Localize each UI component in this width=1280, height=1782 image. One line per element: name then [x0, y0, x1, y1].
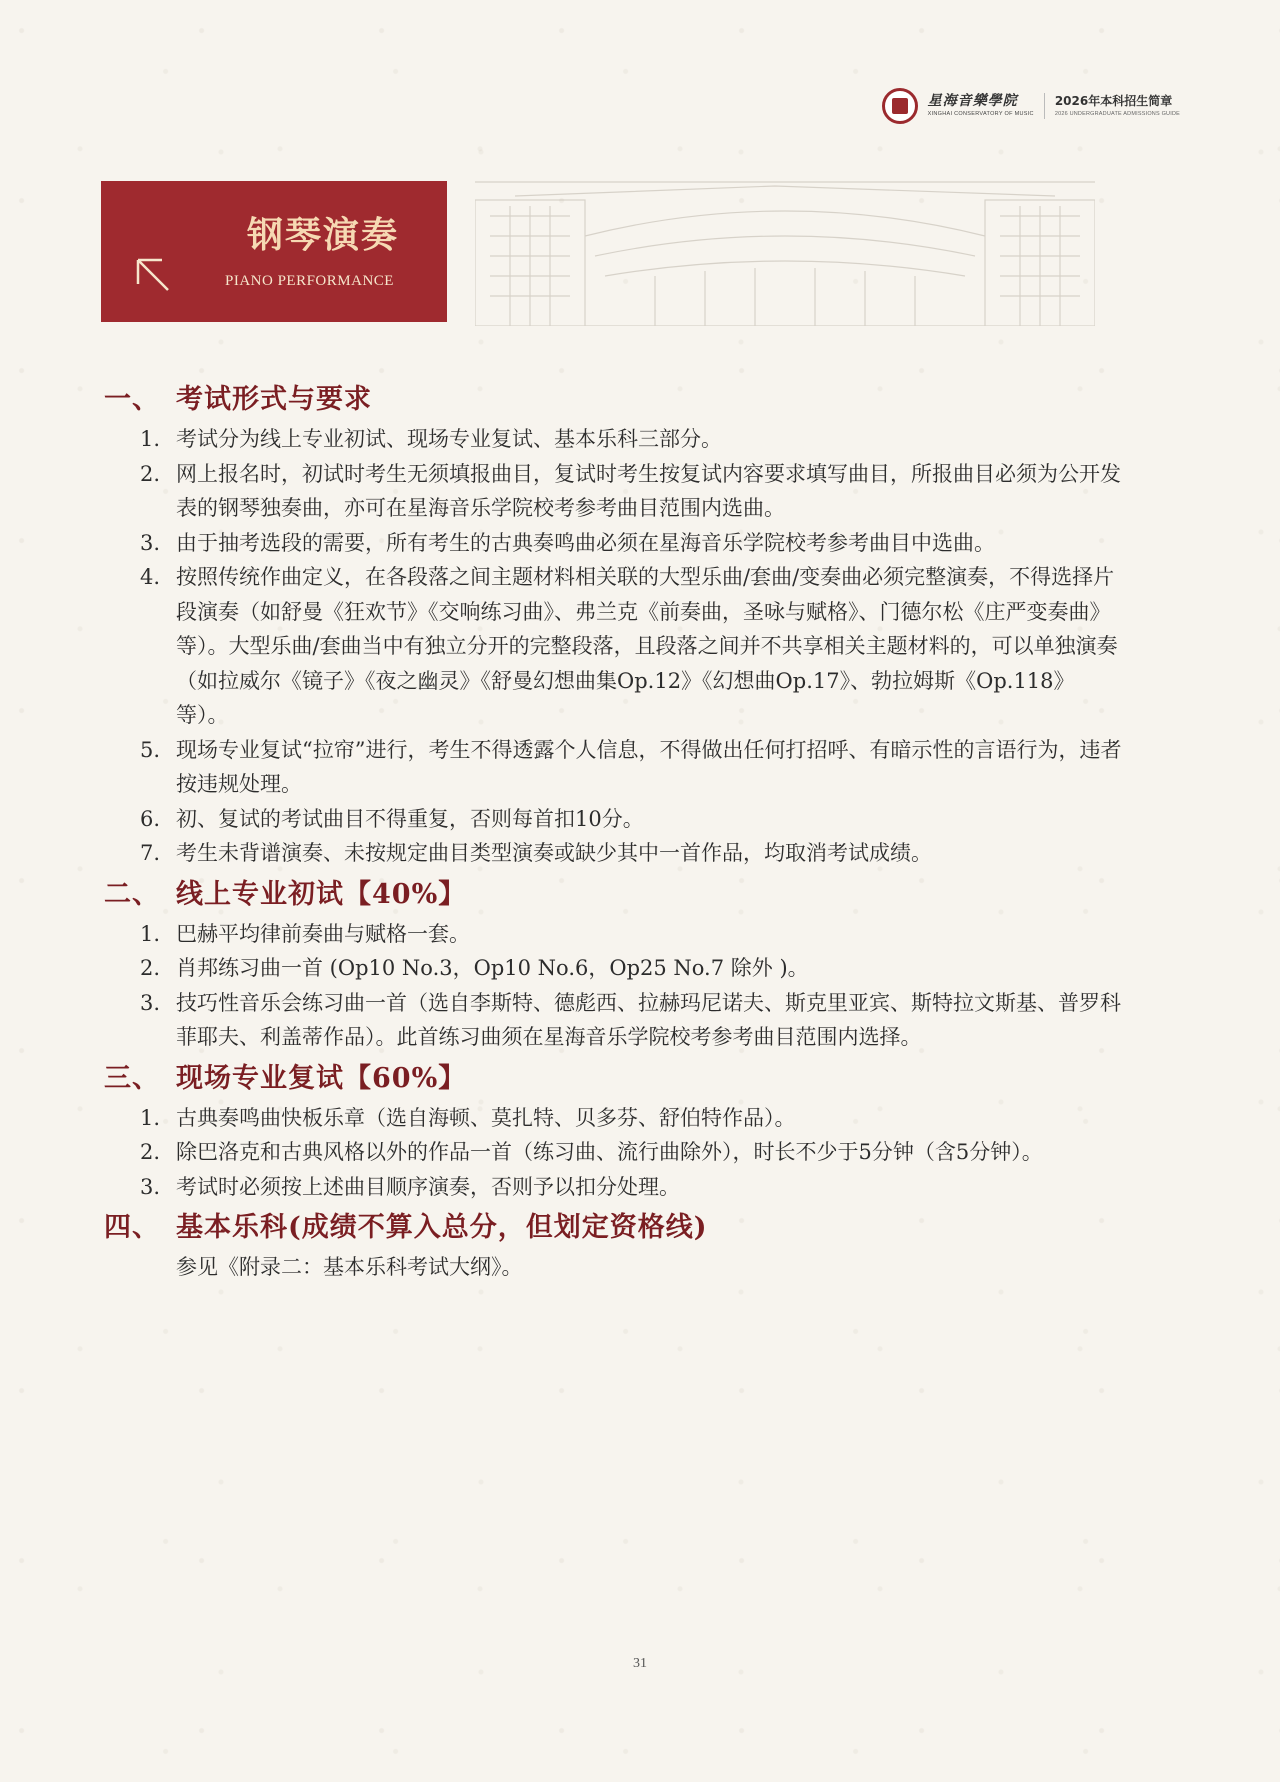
item-text: 现场专业复试“拉帘”进行，考生不得透露个人信息，不得做出任何打招呼、有暗示性的言语行为，违者按违规处理。 — [176, 737, 1122, 796]
item-number: 3. — [140, 530, 161, 555]
item-text: 古典奏鸣曲快板乐章（选自海顿、莫扎特、贝多芬、舒伯特作品）。 — [176, 1105, 796, 1130]
item-text: 技巧性音乐会练习曲一首（选自李斯特、德彪西、拉赫玛尼诺夫、斯克里亚宾、斯特拉文斯基、普罗科菲耶夫、利盖蒂作品）。此首练习曲须在星海音乐学院校考参考曲目范围内选择。 — [176, 990, 1121, 1049]
item-number: 4. — [140, 565, 161, 589]
arrow-up-left-icon — [132, 254, 172, 294]
school-logo-text — [928, 94, 1034, 118]
list-item — [104, 560, 1124, 733]
item-number: 2. — [140, 1140, 161, 1164]
section-basic-music — [104, 1206, 1124, 1285]
list-item — [104, 1135, 1124, 1170]
section-title: 基本乐科(成绩不算入总分，但划定资格线) — [176, 1212, 708, 1243]
item-text: 除巴洛克和古典风格以外的作品一首（练习曲、流行曲除外），时长不少于5分钟（含5分钟）。 — [176, 1140, 1043, 1164]
section-onsite-final — [104, 1057, 1124, 1205]
section-heading — [104, 1057, 1124, 1101]
item-text: 考生未背谱演奏、未按规定曲目类型演奏或缺少其中一首作品，均取消考试成绩。 — [176, 841, 932, 865]
guide-title-en: 2026 UNDERGRADUATE ADMISSIONS GUIDE — [1054, 110, 1180, 117]
item-text: 网上报名时，初试时考生无须填报曲目，复试时考生按复试内容要求填写曲目，所报曲目必须为公开发表的钢琴独奏曲，亦可在星海音乐学院校考参考曲目范围内选曲。 — [176, 461, 1121, 520]
list-item — [104, 951, 1124, 986]
item-number: 3. — [140, 990, 161, 1015]
list-item — [104, 422, 1124, 457]
page-title: 钢琴演奏 — [247, 214, 400, 256]
item-text: 由于抽考选段的需要，所有考生的古典奏鸣曲必须在星海音乐学院校考参考曲目中选曲。 — [176, 530, 995, 555]
item-text: 考试分为线上专业初试、现场专业复试、基本乐科三部分。 — [176, 427, 722, 451]
section-number: 一、 — [104, 384, 160, 415]
item-text: 按照传统作曲定义，在各段落之间主题材料相关联的大型乐曲/套曲/变奏曲必须完整演奏，不得选择片段演奏（如舒曼《狂欢节》《交响练习曲》、弗兰克《前奏曲，圣咏与赋格》、门德尔松《庄严变奏曲》等）。大型乐曲/套曲当中有独立分开的完整段落，且段落之间并不共享相关主题材料的，可以单独演奏（如拉威尔《镜子》《夜之幽灵》《舒曼幻想曲集Op.12》《幻想曲Op.17》、勃拉姆斯《Op.118》等）。 — [176, 565, 1118, 727]
page-title-en: PIANO PERFORMANCE — [225, 273, 394, 289]
item-text: 考试时必须按上述曲目顺序演奏，否则予以扣分处理。 — [176, 1174, 680, 1199]
header-divider — [1044, 93, 1045, 119]
page-header — [882, 86, 1180, 126]
item-number: 6. — [140, 806, 161, 831]
title-block — [101, 181, 447, 322]
section-number: 四、 — [104, 1212, 160, 1243]
item-number: 1. — [140, 1105, 161, 1130]
section-exam-format — [104, 378, 1124, 871]
item-text: 巴赫平均律前奏曲与赋格一套。 — [176, 921, 470, 946]
list-item — [104, 457, 1124, 526]
item-text: 初、复试的考试曲目不得重复，否则每首扣10分。 — [176, 806, 644, 831]
section-heading — [104, 378, 1124, 422]
section-title: 线上专业初试【40%】 — [176, 878, 467, 910]
section-heading — [104, 873, 1124, 917]
item-list — [104, 1101, 1124, 1205]
guide-title — [1055, 95, 1180, 118]
item-number: 3. — [140, 1174, 161, 1199]
list-item — [104, 986, 1124, 1055]
list-item — [104, 733, 1124, 802]
list-item — [104, 917, 1124, 952]
school-name-en: XINGHAI CONSERVATORY OF MUSIC — [927, 111, 1034, 118]
list-item — [104, 526, 1124, 561]
item-number: 7. — [140, 841, 161, 865]
item-number: 1. — [140, 427, 161, 451]
building-illustration — [475, 176, 1095, 326]
item-number: 2. — [140, 956, 161, 980]
section-number: 二、 — [104, 878, 160, 910]
section-number: 三、 — [104, 1062, 160, 1094]
section-title: 考试形式与要求 — [176, 384, 372, 415]
section-title: 现场专业复试【60%】 — [176, 1062, 467, 1094]
school-name: 星海音樂學院 — [927, 93, 1018, 110]
list-item — [104, 836, 1124, 871]
list-item — [104, 802, 1124, 837]
item-number: 1. — [140, 921, 161, 946]
list-item — [104, 1101, 1124, 1136]
page-number: 31 — [633, 1656, 647, 1671]
main-content — [104, 378, 1124, 1287]
section-online-preliminary — [104, 873, 1124, 1055]
list-item — [104, 1170, 1124, 1205]
item-text: 肖邦练习曲一首 (Op10 No.3，Op10 No.6，Op25 No.7 除外 )。 — [176, 956, 809, 980]
section-heading — [104, 1206, 1124, 1250]
section-text: 参见《附录二：基本乐科考试大纲》。 — [176, 1255, 523, 1279]
guide-title-cn: 2026年本科招生简章 — [1054, 93, 1173, 108]
school-seal-logo — [882, 88, 918, 124]
item-list — [104, 917, 1124, 1055]
item-number: 2. — [140, 461, 161, 486]
item-list — [104, 422, 1124, 871]
item-number: 5. — [140, 737, 161, 762]
